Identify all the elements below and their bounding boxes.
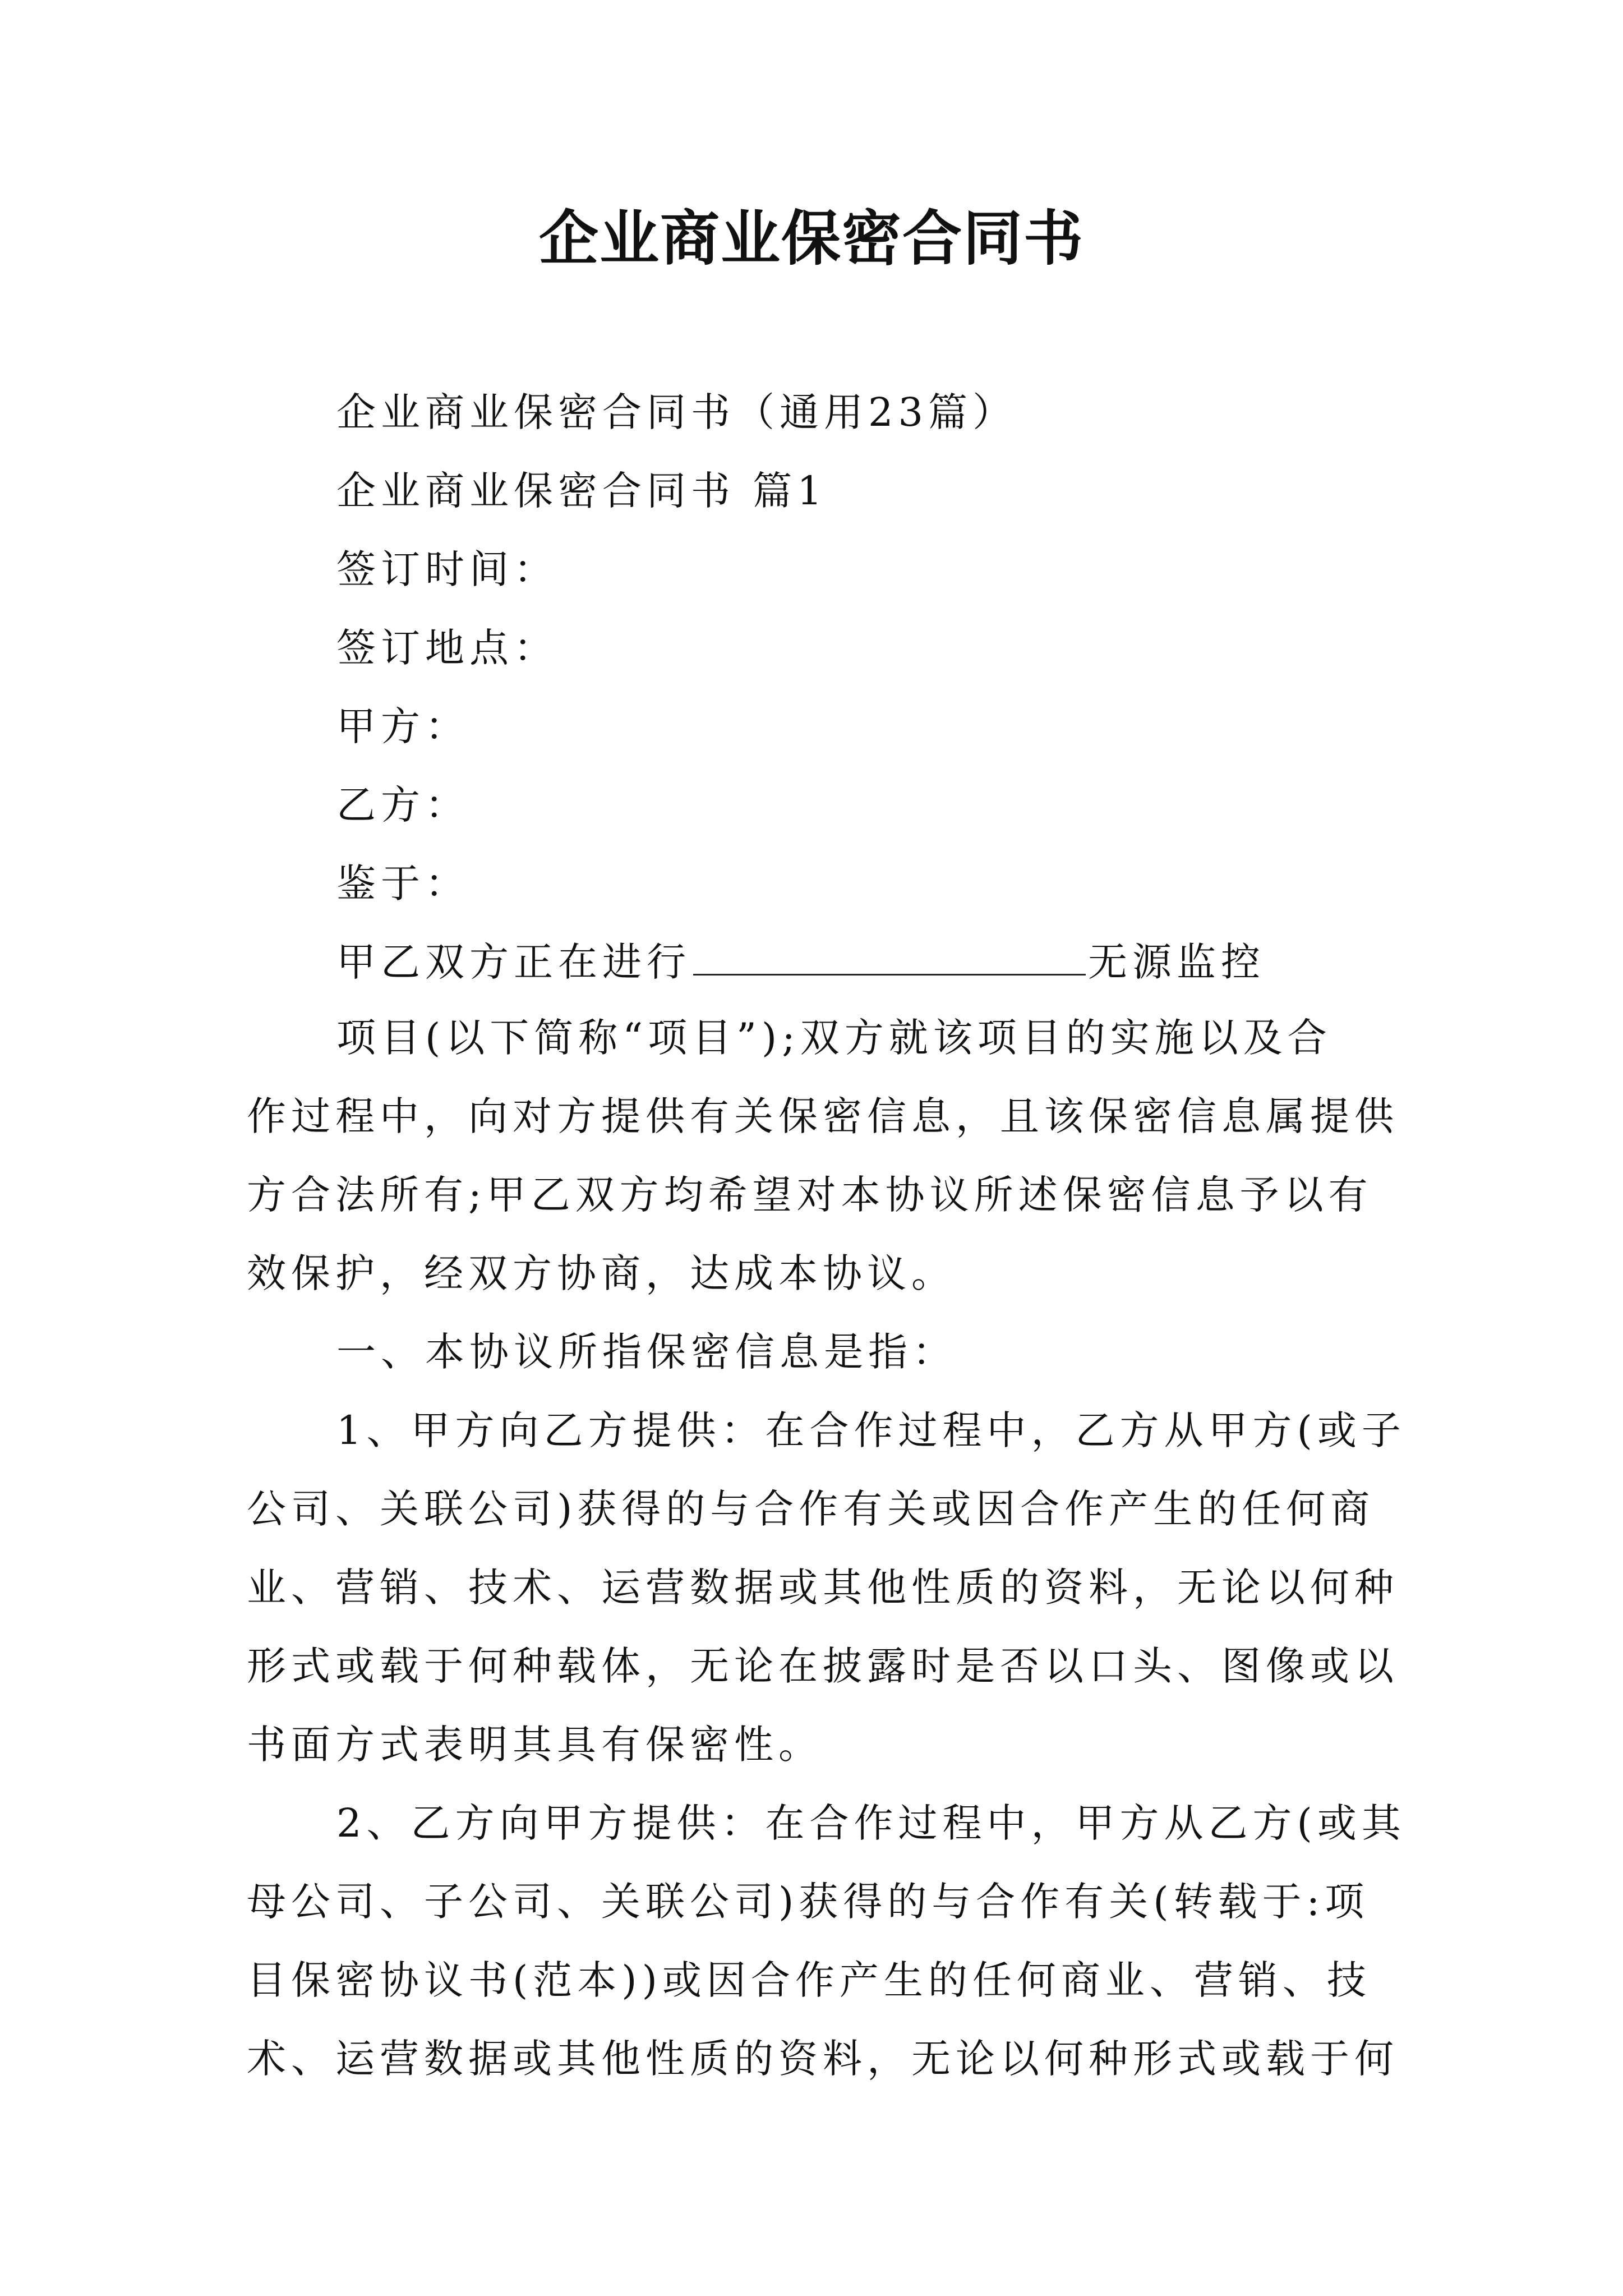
document-title: 企业商业保密合同书 xyxy=(539,203,1084,273)
paragraph-line: 形式或载于何种载体，无论在披露时是否以口头、图像或以 xyxy=(247,1643,1399,1689)
paragraph-line: 术、运营数据或其他性质的资料，无论以何种形式或载于何 xyxy=(247,2036,1399,2082)
project-line-suffix: 无源监控 xyxy=(1088,939,1265,985)
party-a-field: 甲方： xyxy=(336,703,469,749)
paragraph-line: 一、本协议所指保密信息是指： xyxy=(336,1329,957,1375)
paragraph-line: 业、营销、技术、运营数据或其他性质的资料，无论以何种 xyxy=(247,1565,1399,1611)
party-b-field: 乙方： xyxy=(336,782,469,828)
intro-paragraph xyxy=(247,999,1399,1313)
clause-1-heading xyxy=(247,1313,1380,1391)
paragraph-line: 公司、关联公司)获得的与合作有关或因合作产生的任何商 xyxy=(247,1486,1375,1532)
sign-time-field: 签订时间： xyxy=(336,546,558,592)
paragraph-line: 母公司、子公司、关联公司)获得的与合作有关(转载于:项 xyxy=(247,1879,1370,1925)
sign-place-field: 签订地点： xyxy=(336,625,558,671)
document-subtitle: 企业商业保密合同书（通用23篇） xyxy=(336,389,1017,435)
paragraph-line: 项目(以下简称“项目”);双方就该项目的实施以及合 xyxy=(336,1015,1332,1061)
paragraph-line: 作过程中，向对方提供有关保密信息，且该保密信息属提供 xyxy=(247,1093,1399,1139)
item-1-paragraph xyxy=(247,1391,1406,1784)
paragraph-line: 2、乙方向甲方提供：在合作过程中，甲方从乙方(或其 xyxy=(336,1800,1406,1846)
whereas-field: 鉴于： xyxy=(336,861,469,907)
item-2-paragraph xyxy=(247,1784,1406,2098)
paragraph-line: 目保密协议书(范本))或因合作产生的任何商业、营销、技 xyxy=(247,1957,1371,2003)
paragraph-line: 效保护，经双方协商，达成本协议。 xyxy=(247,1250,956,1296)
paragraph-line: 书面方式表明其具有保密性。 xyxy=(247,1722,823,1768)
project-line xyxy=(336,931,1265,993)
paragraph-line: 方合法所有;甲乙双方均希望对本协议所述保密信息予以有 xyxy=(247,1172,1373,1218)
project-name-blank xyxy=(693,935,1086,976)
section-heading: 企业商业保密合同书 篇1 xyxy=(336,468,827,514)
project-line-prefix: 甲乙双方正在进行 xyxy=(336,939,691,985)
paragraph-line: 1、甲方向乙方提供：在合作过程中，乙方从甲方(或子 xyxy=(336,1407,1406,1453)
